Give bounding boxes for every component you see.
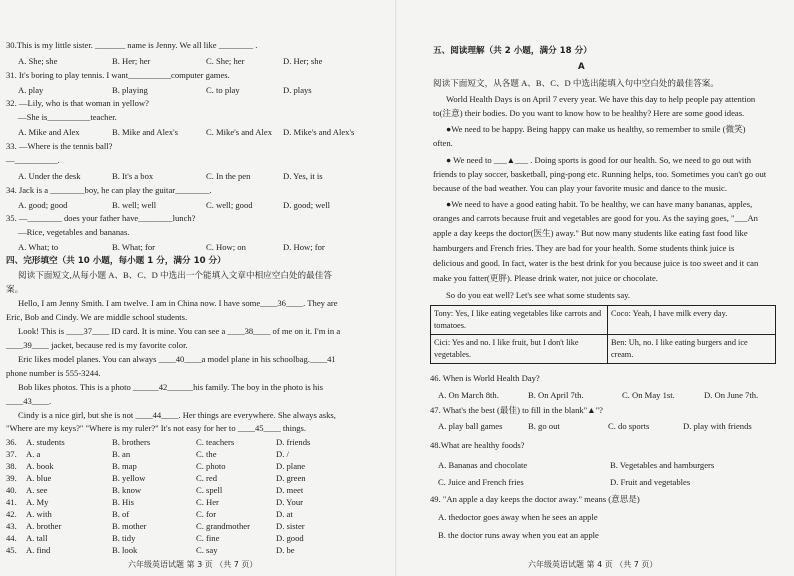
answer-option: C. grandmother: [196, 521, 250, 531]
answer-option: C. say: [196, 545, 218, 555]
answer-option: C. the: [196, 449, 217, 459]
answer-number: 41.: [6, 497, 17, 507]
q30-option-a: A. She; she: [18, 56, 58, 66]
q33-option-c: C. In the pen: [206, 171, 251, 181]
q46-option-d: D. On June 7th.: [704, 390, 759, 400]
para1-line: World Health Days is on April 7 every year. We have this day to help people pay attention: [446, 94, 756, 104]
q49-option-b: B. the doctor runs away when you eat an apple: [438, 530, 599, 540]
answer-option: B. of: [112, 509, 130, 519]
answer-option: D. meet: [276, 485, 304, 495]
answer-option: B. an: [112, 449, 131, 459]
para4-line: oranges and carrots because fruit and vegetables are good for you. As the saying goes, "___An: [433, 213, 758, 223]
answer-option: A. book: [26, 461, 54, 471]
q47-stem: 47. What's the best (最佳) to fill in the blank"▲"?: [430, 405, 603, 415]
q32-stem: 32. —Lily, who is that woman in yellow?: [6, 98, 149, 108]
passage-line: ____43____.: [6, 396, 52, 406]
passage-line: Eric, Bob and Cindy. We are middle school students.: [6, 312, 188, 322]
answer-number: 40.: [6, 485, 17, 495]
para5-line: So do you eat well? Let's see what some students say.: [446, 290, 631, 300]
answer-number: 45.: [6, 545, 17, 555]
passage-line: Bob likes photos. This is a photo ______42______his family. The boy in the photo is his: [18, 382, 323, 392]
q47-option-d: D. play with friends: [683, 421, 752, 431]
q47-option-a: A. play ball games: [438, 421, 503, 431]
q46-stem: 46. When is World Health Day?: [430, 373, 540, 383]
answer-option: B. look: [112, 545, 138, 555]
answer-option: C. fine: [196, 533, 220, 543]
section4-instructions-cont: 案。: [6, 284, 24, 294]
q46-option-b: B. On April 7th.: [528, 390, 584, 400]
q34-option-c: C. well; good: [206, 200, 253, 210]
answer-option: C. red: [196, 473, 218, 483]
answer-number: 44.: [6, 533, 17, 543]
answer-option: D. plane: [276, 461, 306, 471]
right-footer: 六年级英语试题 第 4 页 （共 7 页）: [528, 560, 658, 569]
q35-stem2: —Rice, vegetables and bananas.: [18, 227, 130, 237]
answer-option: B. brothers: [112, 437, 151, 447]
q33-option-b: B. It's a box: [112, 171, 154, 181]
q47-option-b: B. go out: [528, 421, 560, 431]
q33-option-d: D. Yes, it is: [283, 171, 323, 181]
q34-option-a: A. good; good: [18, 200, 68, 210]
answer-option: B. tidy: [112, 533, 136, 543]
q33-stem: 33. —Where is the tennis ball?: [6, 141, 113, 151]
table-cell: Cici: Yes and no. I like fruit, but I don't like vegetables.: [431, 335, 608, 364]
answer-option: B. map: [112, 461, 137, 471]
answer-option: D. good: [276, 533, 304, 543]
section4-title: 四、完形填空（共 10 小题，每小题 1 分，满分 10 分）: [6, 256, 226, 266]
answer-option: C. spell: [196, 485, 223, 495]
passage-line: ____39____ jacket, because red is my favorite color.: [6, 340, 188, 350]
table-cell: Tony: Yes, I like eating vegetables like carrots and tomatoes.: [431, 306, 608, 335]
q48-stem: 48.What are healthy foods?: [430, 440, 525, 450]
answer-number: 39.: [6, 473, 17, 483]
q46-option-a: A. On March 8th.: [438, 390, 499, 400]
q49-stem: 49. "An apple a day keeps the doctor away." means (意思是): [430, 494, 640, 504]
para4-line: ●We need to have a good eating habit. To be healthy, we can have many bananas, apples,: [446, 199, 753, 209]
q48-option-c: C. Juice and French fries: [438, 477, 524, 487]
passage-line: Hello, I am Jenny Smith. I am twelve. I am in China now. I have some____36____. They are: [18, 298, 338, 308]
para2-line: often.: [433, 138, 453, 148]
q32-option-a: A. Mike and Alex: [18, 127, 80, 137]
passage-line: phone number is 555-3244.: [6, 368, 101, 378]
answer-option: D. at: [276, 509, 293, 519]
answer-number: 37.: [6, 449, 17, 459]
q35-option-a: A. What; to: [18, 242, 59, 252]
q34-option-d: D. good; well: [283, 200, 331, 210]
para4-line: make you fatter(更胖). Please drink water, not juice or chocolate.: [433, 273, 658, 283]
q31-option-c: C. to play: [206, 85, 240, 95]
answer-option: A. blue: [26, 473, 52, 483]
q33-stem2: —__________.: [6, 155, 60, 165]
table-cell: Coco: Yeah, I have milk every day.: [608, 306, 776, 335]
para4-line: delicious and good. In fact, water is the best drink for you because juice is too sweet and it can: [433, 258, 759, 268]
answer-option: C. Her: [196, 497, 219, 507]
answer-option: A. with: [26, 509, 52, 519]
q33-option-a: A. Under the desk: [18, 171, 81, 181]
q31-option-a: A. play: [18, 85, 44, 95]
answer-option: A. students: [26, 437, 65, 447]
answer-option: D. be: [276, 545, 295, 555]
q31-stem: 31. It's boring to play tennis. I want__________computer games.: [6, 70, 230, 80]
answer-option: D. sister: [276, 521, 305, 531]
para3-line: ● We need to ___▲___ . Doing sports is good for our health. So, we need to go out with: [446, 155, 751, 165]
q32-stem2: —She is__________teacher.: [18, 112, 117, 122]
para4-line: hamburgers and French fries. They are bad for your health. Some students think juice is: [433, 243, 735, 253]
answer-number: 38.: [6, 461, 17, 471]
q30-option-c: C. She; her: [206, 56, 245, 66]
q31-option-b: B. playing: [112, 85, 148, 95]
q49-option-a: A. thedoctor goes away when he sees an apple: [438, 512, 598, 522]
passage-line: "Where are my keys?" "Where is my ruler?" It's not easy for her to ____45____ things.: [6, 423, 307, 433]
q35-option-d: D. How; for: [283, 242, 325, 252]
section5-title: 五、阅读理解（共 2 小题，满分 18 分）: [433, 46, 592, 56]
table-row: [431, 306, 776, 335]
student-opinions-table: [430, 305, 776, 364]
answer-option: D. Your: [276, 497, 303, 507]
para3-line: friends to play soccer, basketball, ping-pong etc. Running helps, too. Sometimes you can't go out: [433, 169, 767, 179]
answer-option: B. yellow: [112, 473, 146, 483]
q35-option-b: B. What; for: [112, 242, 156, 252]
q30-stem: 30.This is my little sister. _______ name is Jenny. We all like ________ .: [6, 40, 258, 50]
answer-number: 36.: [6, 437, 17, 447]
answer-number: 42.: [6, 509, 17, 519]
q35-stem: 35. —________ does your father have________lunch?: [6, 213, 196, 223]
para4-line: apple a day keeps the doctor(医生) away." But now many students like eating fast food like: [433, 228, 748, 238]
answer-option: C. teachers: [196, 437, 235, 447]
answer-option: A. a: [26, 449, 41, 459]
part-label: A: [578, 62, 585, 72]
left-footer: 六年级英语试题 第 3 页 （共 7 页）: [128, 560, 258, 569]
q34-stem: 34. Jack is a ________boy, he can play the guitar________.: [6, 185, 212, 195]
answer-option: B. mother: [112, 521, 147, 531]
answer-option: A. brother: [26, 521, 62, 531]
para2-line: ●We need to be happy. Being happy can make us healthy, so remember to smile (微笑): [446, 124, 746, 134]
q35-option-c: C. How; on: [206, 242, 246, 252]
table-row: [431, 335, 776, 364]
q48-option-b: B. Vegetables and hamburgers: [610, 460, 715, 470]
section4-instructions: 阅读下面短文,从每小题 A、B、C、D 中选出一个能填入文章中相应空白处的最佳答: [18, 270, 332, 280]
answer-option: A. see: [26, 485, 48, 495]
answer-option: D. /: [276, 449, 289, 459]
q34-option-b: B. well; well: [112, 200, 157, 210]
answer-option: A. find: [26, 545, 51, 555]
answer-number: 43.: [6, 521, 17, 531]
q30-option-d: D. Her; she: [283, 56, 323, 66]
q32-option-c: C. Mike's and Alex: [206, 127, 272, 137]
q48-option-d: D. Fruit and vegetables: [610, 477, 691, 487]
passage-line: Cindy is a nice girl, but she is not ____44____. Her things are everywhere. She always asks,: [18, 410, 336, 420]
answer-option: D. friends: [276, 437, 311, 447]
para1-line: to(注意) their bodies. Do you want to know how to be healthy? Here are some good ideas.: [433, 108, 745, 118]
answer-option: D. green: [276, 473, 306, 483]
answer-option: B. know: [112, 485, 142, 495]
passage-line: Look! This is ____37____ ID card. It is mine. You can see a ____38____ of me on it. I'm in a: [18, 326, 341, 336]
table-cell: Ben: Uh, no. I like eating burgers and ice cream.: [608, 335, 776, 364]
answer-option: A. My: [26, 497, 49, 507]
q32-option-d: D. Mike's and Alex's: [283, 127, 355, 137]
q47-option-c: C. do sports: [608, 421, 650, 431]
q30-option-b: B. Her; her: [112, 56, 151, 66]
answer-option: C. for: [196, 509, 217, 519]
q31-option-d: D. plays: [283, 85, 312, 95]
para3-line: because of the bad weather. You can play your favorite music and dance to the music.: [433, 183, 728, 193]
answer-option: C. photo: [196, 461, 226, 471]
answer-option: B. His: [112, 497, 134, 507]
passage-line: Eric likes model planes. You can always ____40____a model plane in his schoolbag.____41: [18, 354, 336, 364]
q48-option-a: A. Bananas and chocolate: [438, 460, 528, 470]
section5-instructions: 阅读下面短文，从各题 A、B、C、D 中选出能填入句中空白处的最佳答案。: [433, 78, 719, 88]
q46-option-c: C. On May 1st.: [622, 390, 675, 400]
answer-option: A. tall: [26, 533, 48, 543]
q32-option-b: B. Mike and Alex's: [112, 127, 178, 137]
